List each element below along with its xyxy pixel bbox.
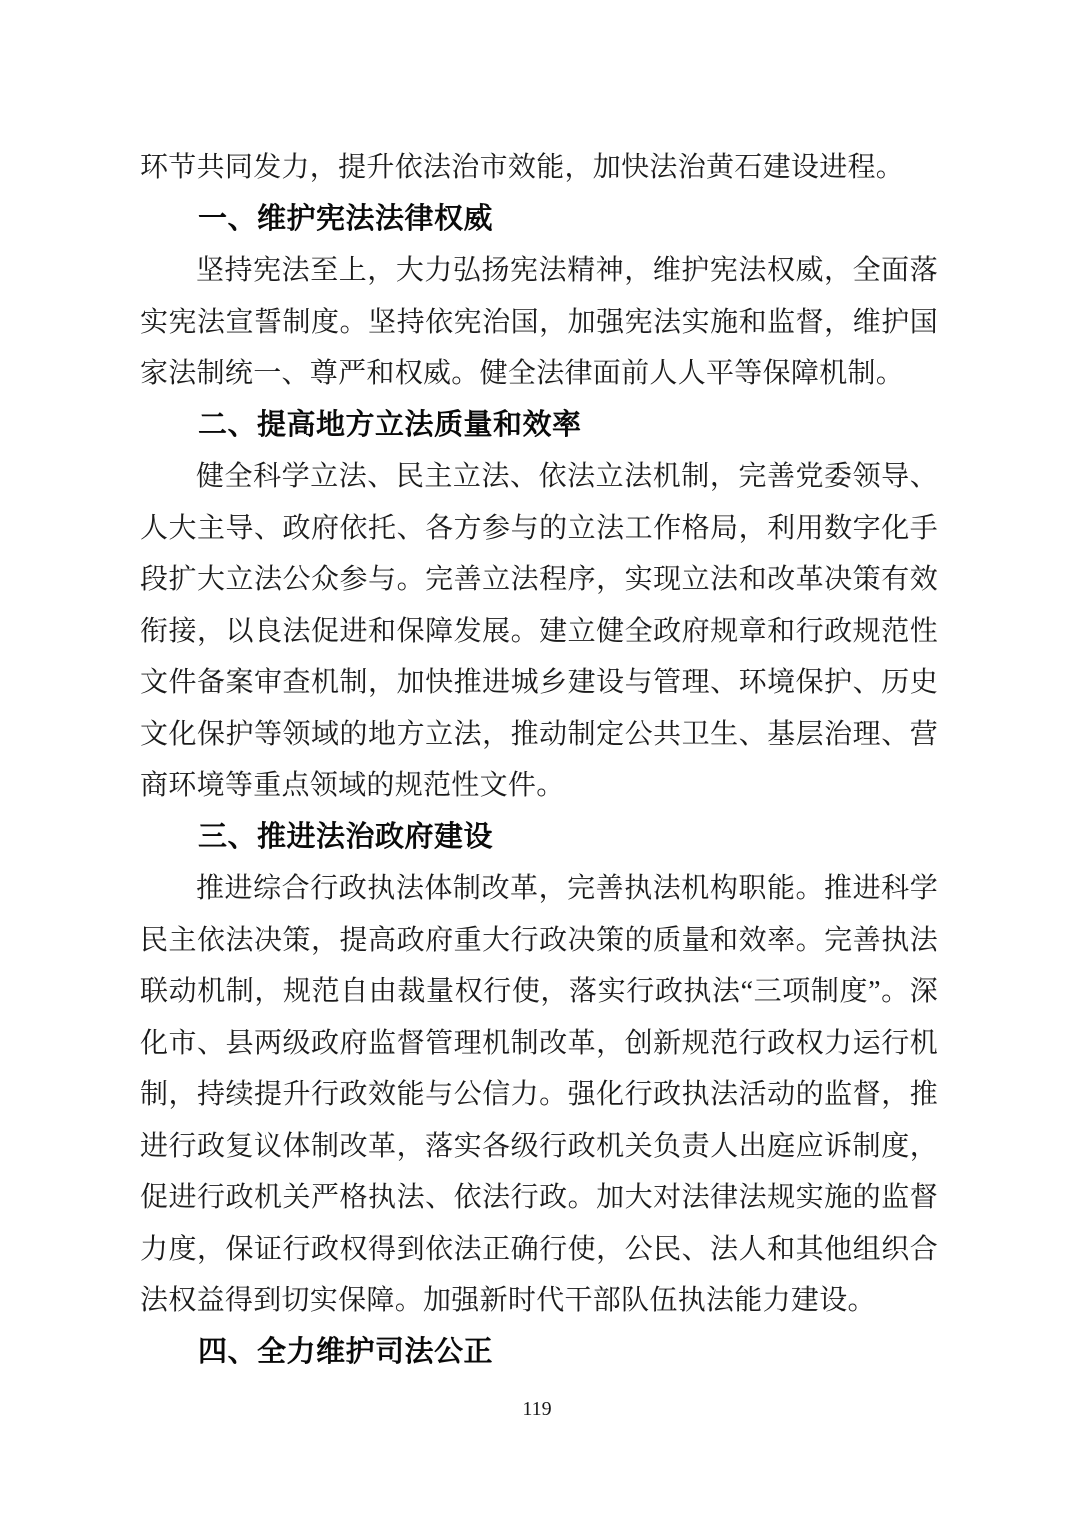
section-heading-3: 三、推进法治政府建设 xyxy=(198,820,494,853)
section-heading-2: 二、提高地方立法质量和效率 xyxy=(198,408,582,441)
paragraph-section-3: 推进综合行政执法体制改革，完善执法机构职能。推进科学民主依法决策，提高政府重大行政决策的质量和效率。完善执法联动机制，规范自由裁量权行使，落实行政执法“三项制度”。深化市、县两级政府监督管理机制改革，创新规范行政权力运行机制，持续提升行政效能与公信力。强化行政执法活动的监督，推进行政复议体制改革，落实各级行政机关负责人出庭应诉制度，促进行政机关严格执法、依法行政。加大对法律法规实施的监督力度，保证行政权得到依法正确行使，公民、法人和其他组织合法权益得到切实保障。加强新时代干部队伍执法能力建设。 xyxy=(140,873,938,1316)
paragraph-section-1: 坚持宪法至上，大力弘扬宪法精神，维护宪法权威，全面落实宪法宣誓制度。坚持依宪治国，加强宪法实施和监督，维护国家法制统一、尊严和权威。健全法律面前人人平等保障机制。 xyxy=(140,255,938,389)
section-heading-4: 四、全力维护司法公正 xyxy=(198,1335,494,1368)
document-body xyxy=(140,142,938,1378)
paragraph-continuation: 环节共同发力，提升依法治市效能，加快法治黄石建设进程。 xyxy=(140,152,905,183)
paragraph-section-2: 健全科学立法、民主立法、依法立法机制，完善党委领导、人大主导、政府依托、各方参与的立法工作格局，利用数字化手段扩大立法公众参与。完善立法程序，实现立法和改革决策有效衔接，以良法促进和保障发展。建立健全政府规章和行政规范性文件备案审查机制，加快推进城乡建设与管理、环境保护、历史文化保护等领域的地方立法，推动制定公共卫生、基层治理、营商环境等重点领域的规范性文件。 xyxy=(140,461,938,801)
page-footer xyxy=(0,1398,1074,1421)
page-number: 119 xyxy=(522,1398,552,1420)
section-heading-1: 一、维护宪法法律权威 xyxy=(198,202,494,235)
